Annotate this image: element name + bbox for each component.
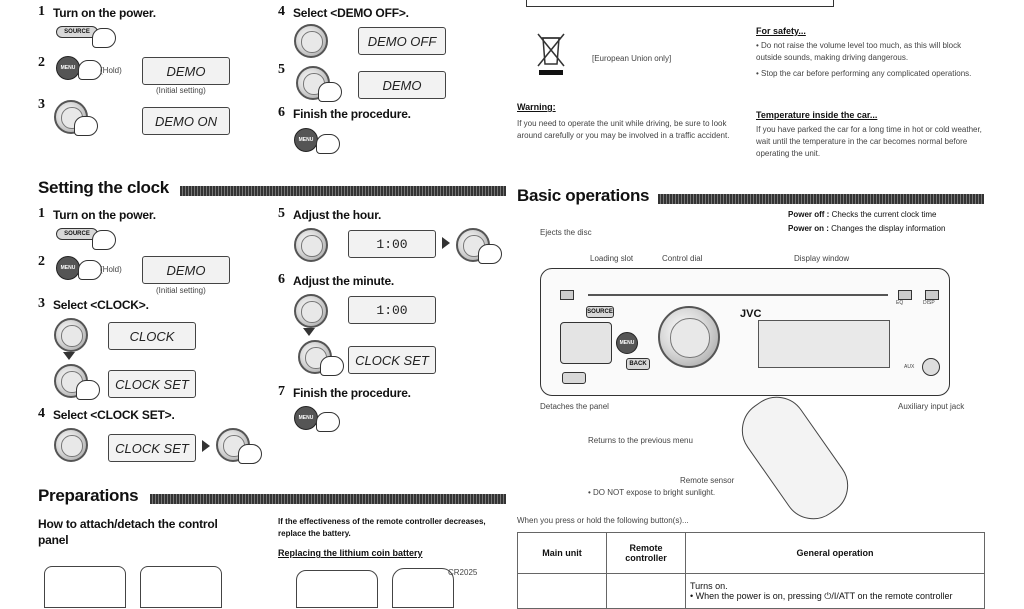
initial-setting-label: (Initial setting): [156, 86, 206, 95]
step-number: 3: [38, 296, 45, 311]
step-number: 3: [38, 97, 45, 112]
safety-title: For safety...: [756, 26, 806, 36]
cell-line: Turns on.: [690, 580, 728, 591]
top-table-fragment: [526, 0, 834, 7]
loading-slot: [588, 294, 888, 296]
lcd-display: DEMO ON: [142, 107, 230, 135]
panel-illustration-2: [140, 566, 222, 608]
control-dial-icon: [294, 228, 328, 262]
eject-button[interactable]: [560, 290, 574, 300]
menu-button-icon: MENU: [56, 256, 80, 280]
eject-label: Ejects the disc: [540, 228, 592, 237]
detach-label: Detaches the panel: [540, 402, 609, 411]
battery-illustration: [392, 568, 454, 608]
clock-section-title: Setting the clock: [38, 178, 169, 197]
step-text: Turn on the power.: [53, 6, 156, 20]
hand-icon: [74, 116, 98, 136]
safety-bullet-2: • Stop the car before performing any complicated operations.: [756, 69, 972, 78]
replacing-battery-title: Replacing the lithium coin battery: [278, 548, 423, 558]
menu-button-icon: MENU: [56, 56, 80, 80]
brand-logo: JVC: [740, 308, 762, 320]
step-text: Select <CLOCK SET>.: [53, 408, 175, 422]
section-bar: [180, 186, 506, 196]
disp-button[interactable]: [925, 290, 939, 300]
hand-icon: [92, 28, 116, 48]
step-text: Finish the procedure.: [293, 386, 411, 400]
lcd-display: DEMO: [142, 256, 230, 284]
hand-icon: [78, 260, 102, 280]
arrow-right-icon: [442, 237, 450, 249]
table-cell: [686, 574, 985, 609]
aux-jack[interactable]: [922, 358, 940, 376]
remote-sensor-label: Remote sensor: [680, 476, 735, 485]
returns-label: Returns to the previous menu: [588, 436, 693, 445]
table-header: Main unit: [518, 533, 607, 574]
hold-label: (Hold): [100, 66, 122, 75]
table-cell: [607, 574, 686, 609]
arrow-right-icon: [202, 440, 210, 452]
detach-button[interactable]: [562, 372, 586, 384]
arrow-down-icon: [63, 352, 75, 360]
section-bar: [150, 494, 506, 504]
step-number: 5: [278, 206, 285, 221]
safety-bullet-1: • Do not raise the volume level too much, as this will block outside sounds, making driving dangerous.: [756, 41, 962, 62]
hand-icon: [316, 134, 340, 154]
aux-label: AUX: [904, 364, 915, 370]
step-number: 7: [278, 384, 285, 399]
hand-icon: [478, 244, 502, 264]
temperature-body: If you have parked the car for a long time in hot or cold weather, wait until the temperature in the car becomes normal before operating the unit.: [756, 125, 982, 158]
power-on-note: Power on : Changes the display information: [788, 224, 946, 233]
operations-table: [517, 532, 985, 609]
eq-button[interactable]: [898, 290, 912, 300]
attach-detach-subtitle: How to attach/detach the control panel: [38, 517, 218, 547]
lcd-display: CLOCK: [108, 322, 196, 350]
panel-illustration-1: [44, 566, 126, 608]
loading-slot-label: Loading slot: [590, 254, 634, 263]
hand-icon: [78, 60, 102, 80]
step-text: Turn on the power.: [53, 208, 156, 222]
menu-button-icon: MENU: [294, 128, 318, 152]
arrow-down-icon: [303, 328, 315, 336]
hand-icon: [320, 356, 344, 376]
source-button-icon: SOURCE: [56, 26, 98, 38]
step-number: 4: [278, 4, 285, 19]
lcd-display: 1:00: [348, 230, 436, 258]
source-button[interactable]: SOURCE: [586, 306, 614, 318]
step-number: 2: [38, 254, 45, 269]
hold-label: (Hold): [100, 265, 122, 274]
battery-model-label: CR2025: [448, 568, 478, 577]
lcd-display: CLOCK SET: [348, 346, 436, 374]
table-header: Remote controller: [607, 533, 686, 574]
cell-line: • When the power is on, pressing ⏻/I/ATT on the remote controller: [690, 590, 953, 601]
warning-body: If you need to operate the unit while driving, be sure to look around carefully or you may be involved in a traffic accident.: [517, 119, 730, 140]
step-number: 5: [278, 62, 285, 77]
control-dial-icon: [54, 318, 88, 352]
step-text: Select <CLOCK>.: [53, 298, 149, 312]
control-dial-icon: [294, 24, 328, 58]
lcd-display: 1:00: [348, 296, 436, 324]
remote-illustration: [296, 570, 378, 608]
table-header: General operation: [686, 533, 985, 574]
source-button-icon: SOURCE: [56, 228, 98, 240]
disp-label: DISP: [923, 300, 935, 306]
weee-bin-icon: [536, 30, 566, 76]
display-window-label: Display window: [794, 254, 850, 263]
initial-setting-label: (Initial setting): [156, 286, 206, 295]
section-bar: [658, 194, 984, 204]
basic-operations-title: Basic operations: [517, 186, 650, 205]
step-text: Select <DEMO OFF>.: [293, 6, 409, 20]
control-dial-icon: [54, 428, 88, 462]
step-text: Adjust the hour.: [293, 208, 382, 222]
hand-icon: [76, 380, 100, 400]
remote-controller-illustration: [730, 385, 860, 531]
when-press-note: When you press or hold the following button(s)...: [517, 516, 689, 525]
table-cell: [518, 574, 607, 609]
control-dial-icon: [294, 294, 328, 328]
step-text: Finish the procedure.: [293, 107, 411, 121]
lcd-display: CLOCK SET: [108, 434, 196, 462]
display-window: [758, 320, 890, 368]
eu-only-label: [European Union only]: [592, 54, 672, 63]
preparations-title: Preparations: [38, 486, 139, 505]
lcd-display: DEMO: [142, 57, 230, 85]
back-button[interactable]: BACK: [626, 358, 650, 370]
step-number: 6: [278, 105, 285, 120]
menu-button-icon: MENU: [294, 406, 318, 430]
lcd-display: CLOCK SET: [108, 370, 196, 398]
step-number: 2: [38, 55, 45, 70]
preset-buttons[interactable]: [560, 322, 612, 364]
eq-label: EQ: [896, 300, 904, 306]
control-dial[interactable]: [658, 306, 720, 368]
step-number: 1: [38, 4, 45, 19]
hand-icon: [92, 230, 116, 250]
step-number: 1: [38, 206, 45, 221]
step-number: 4: [38, 406, 45, 421]
lcd-display: DEMO: [358, 71, 446, 99]
step-text: Adjust the minute.: [293, 274, 395, 288]
hand-icon: [238, 444, 262, 464]
hand-icon: [318, 82, 342, 102]
power-off-note: Power off : Checks the current clock time: [788, 210, 937, 219]
lcd-display: DEMO OFF: [358, 27, 446, 55]
temperature-title: Temperature inside the car...: [756, 110, 878, 120]
step-number: 6: [278, 272, 285, 287]
menu-button[interactable]: MENU: [616, 332, 638, 354]
hand-icon: [316, 412, 340, 432]
aux-input-label: Auxiliary input jack: [898, 402, 965, 411]
control-dial-label: Control dial: [662, 254, 703, 263]
remote-sensor-note: • DO NOT expose to bright sunlight.: [588, 488, 716, 497]
remote-battery-note: If the effectiveness of the remote controller decreases, replace the battery.: [278, 517, 486, 538]
warning-title: Warning:: [517, 102, 556, 112]
